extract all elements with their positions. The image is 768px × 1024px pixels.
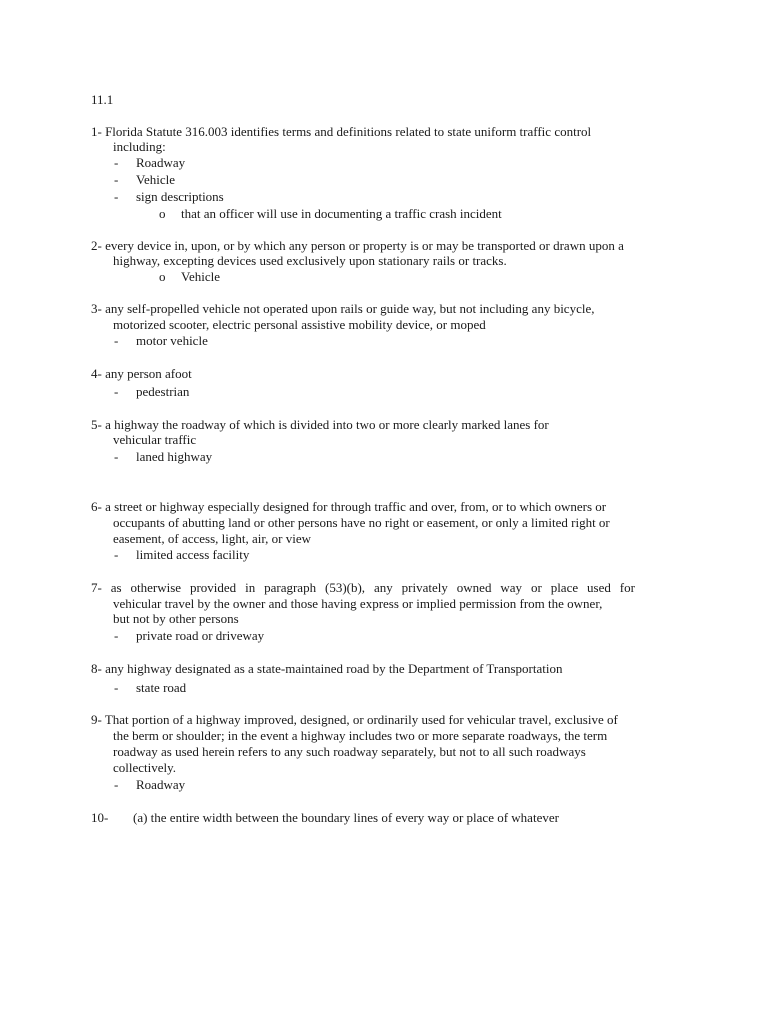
item-text-line: including: — [113, 139, 166, 154]
bullet-text: Vehicle — [136, 172, 175, 187]
sub-bullet-marker: o — [159, 269, 166, 284]
item-text-line: collectively. — [113, 760, 177, 775]
item-number: 10- — [91, 810, 109, 825]
bullet-text: motor vehicle — [136, 333, 208, 348]
item-text-line: roadway as used herein refers to any such roadway separately, but not to all such roadways — [113, 744, 586, 759]
sub-bullet-text: that an officer will use in documenting a traffic crash incident — [181, 206, 502, 221]
word: place — [550, 580, 579, 595]
item-text-line: 5- a highway the roadway of which is divided into two or more clearly marked lanes for — [91, 417, 549, 432]
bullet-dash: - — [114, 333, 119, 348]
bullet-dash: - — [114, 777, 119, 792]
word: as — [110, 580, 122, 595]
word: otherwise — [130, 580, 182, 595]
item-text-line: 6- a street or highway especially designed for through traffic and over, from, or to which owners or — [91, 499, 607, 514]
word: 7- — [91, 580, 102, 595]
item-text-line: 9- That portion of a highway improved, designed, or ordinarily used for vehicular travel, exclusive of — [91, 712, 618, 727]
bullet-text: laned highway — [136, 449, 213, 464]
item-text-line: 8- any highway designated as a state-maintained road by the Department of Transportation — [91, 661, 563, 676]
word: for — [619, 580, 635, 595]
bullet-text: state road — [136, 680, 187, 695]
word: or — [530, 580, 542, 595]
bullet-text: pedestrian — [136, 384, 190, 399]
item-text-line: motorized scooter, electric personal assistive mobility device, or moped — [113, 317, 486, 332]
bullet-dash: - — [114, 547, 119, 562]
bullet-dash: - — [114, 384, 119, 399]
bullet-text: Roadway — [136, 777, 186, 792]
item-text-line: highway, excepting devices used exclusively upon stationary rails or tracks. — [113, 253, 507, 268]
item-text-line: 4- any person afoot — [91, 366, 192, 381]
item-text-line: occupants of abutting land or other persons have no right or easement, or only a limited right or — [113, 515, 610, 530]
bullet-text: Roadway — [136, 155, 186, 170]
item-text-line: vehicular traffic — [113, 432, 197, 447]
word: way — [500, 580, 523, 595]
bullet-text: limited access facility — [136, 547, 250, 562]
bullet-dash: - — [114, 628, 119, 643]
word: provided — [189, 580, 237, 595]
item-text-line: the berm or shoulder; in the event a highway includes two or more separate roadways, the term — [113, 728, 608, 743]
bullet-text: private road or driveway — [136, 628, 265, 643]
item-text-line: 2- every device in, upon, or by which any person or property is or may be transported or drawn upon a — [91, 238, 624, 253]
word: (53)(b), — [324, 580, 366, 595]
bullet-dash: - — [114, 449, 119, 464]
section-heading: 11.1 — [91, 92, 114, 107]
item-text-line: 1- Florida Statute 316.003 identifies terms and definitions related to state uniform traffic control — [91, 124, 592, 139]
item-text-line: easement, of access, light, air, or view — [113, 531, 312, 546]
item-text-line: 3- any self-propelled vehicle not operated upon rails or guide way, but not including any bicycle, — [91, 301, 595, 316]
bullet-dash: - — [114, 155, 119, 170]
sub-bullet-text: Vehicle — [181, 269, 220, 284]
word: used — [587, 580, 611, 595]
word: privately — [401, 580, 448, 595]
word: paragraph — [264, 580, 317, 595]
item-text-line: vehicular travel by the owner and those having express or implied permission from the owner, — [113, 596, 603, 611]
bullet-dash: - — [114, 680, 119, 695]
item-text-line: but not by other persons — [113, 611, 239, 626]
word: any — [373, 580, 393, 595]
sub-bullet-marker: o — [159, 206, 166, 221]
word: owned — [456, 580, 492, 595]
word: in — [245, 580, 256, 595]
item-text-line-justified — [91, 580, 635, 596]
bullet-dash: - — [114, 172, 119, 187]
bullet-text: sign descriptions — [136, 189, 224, 204]
item-text-line: (a) the entire width between the boundary lines of every way or place of whatever — [133, 810, 559, 825]
bullet-dash: - — [114, 189, 119, 204]
